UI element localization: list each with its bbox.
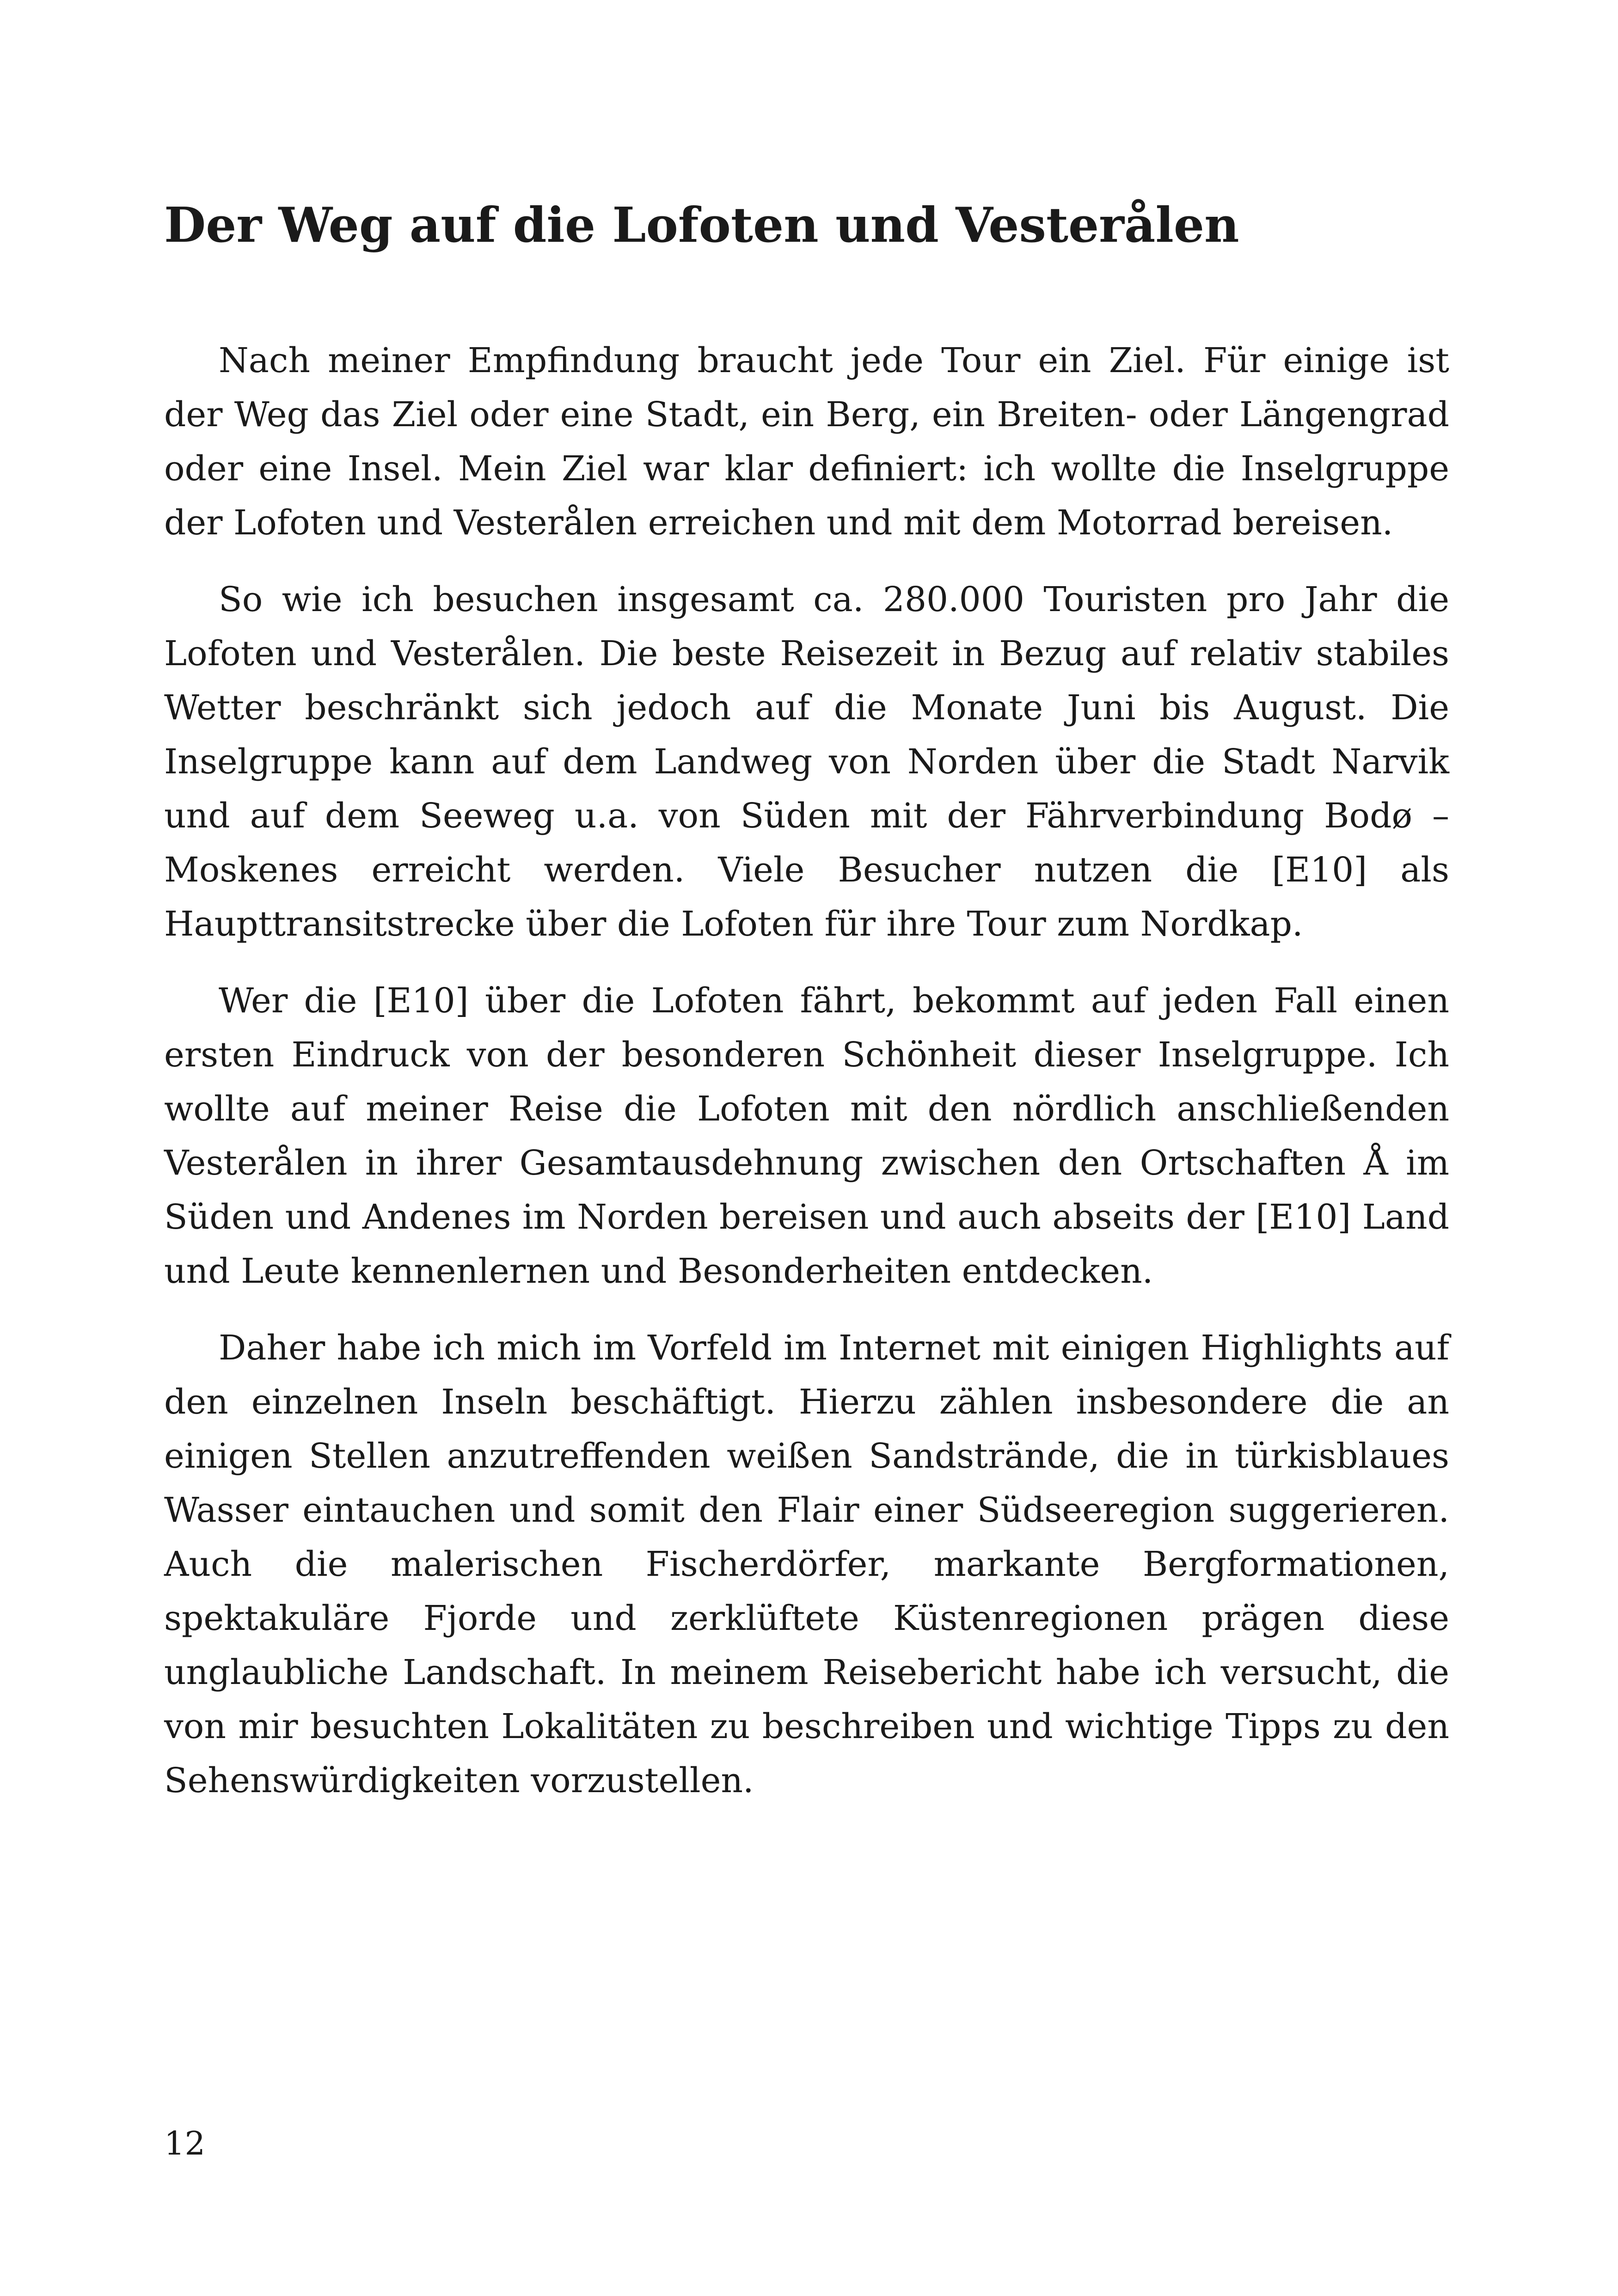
paragraph-1: Nach meiner Empfindung braucht jede Tour ein Ziel. Für einige ist der Weg das Ziel oder eine Stadt, ein Berg, ein Breiten- oder Längengrad oder eine Insel. Mein Ziel war klar definiert: ich wollte die Inselgruppe der Lofoten und Vesterålen erreichen und mit dem Motorrad bereisen. <box>164 341 1449 543</box>
paragraph-4: Daher habe ich mich im Vorfeld im Internet mit einigen Highlights auf den einzelnen Inseln beschäftigt. Hierzu zählen insbesondere die an einigen Stellen anzutreffenden weißen Sandstrände, die in türkisblaues Wasser eintauchen und somit den Flair einer Südseeregion suggerieren. Auch die malerischen Fischerdörfer, markante Bergformationen, spektakuläre Fjorde und zerklüftete Küstenregionen prägen diese unglaubliche Landschaft. In meinem Reisebericht habe ich versucht, die von mir besuchten Lokalitäten zu beschreiben und wichtige Tipps zu den Sehenswürdigkeiten vorzustellen. <box>164 1328 1449 1800</box>
chapter-heading: Der Weg auf die Lofoten und Vesterålen <box>164 196 1239 253</box>
page-number: 12 <box>164 2125 206 2162</box>
paragraph-2: So wie ich besuchen insgesamt ca. 280.000 Touristen pro Jahr die Lofoten und Vesterålen. Die beste Reisezeit in Bezug auf relativ stabiles Wetter beschränkt sich jedoch auf die Monate Juni bis August. Die Inselgruppe kann auf dem Landweg von Norden über die Stadt Narvik und auf dem Seeweg u.a. von Süden mit der Fährverbindung Bodø – Moskenes erreicht werden. Viele Besucher nutzen die [E10] als Haupttransitstrecke über die Lofoten für ihre Tour zum Nordkap. <box>164 580 1449 944</box>
body-text <box>164 334 1449 1831</box>
paragraph-3: Wer die [E10] über die Lofoten fährt, bekommt auf jeden Fall einen ersten Eindruck von der besonderen Schönheit dieser Inselgruppe. Ich wollte auf meiner Reise die Lofoten mit den nördlich anschließenden Vesterålen in ihrer Gesamtausdehnung zwischen den Ortschaften Å im Süden und Andenes im Norden bereisen und auch abseits der [E10] Land und Leute kennenlernen und Besonderheiten entdecken. <box>164 981 1449 1291</box>
